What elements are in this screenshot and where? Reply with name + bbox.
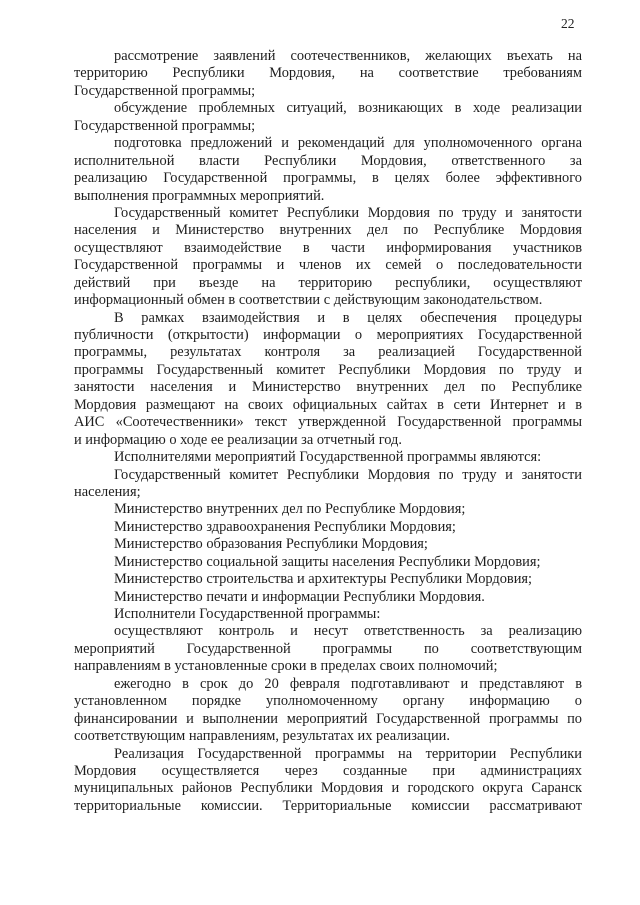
text-line: осуществляют контроль и несут ответственность за реализацию <box>114 623 582 640</box>
text-line: соответствующим направлениям, результатах их реализации. <box>74 728 450 745</box>
text-line: ежегодно в срок до 20 февраля подготавливают и представляют в <box>114 675 582 692</box>
text-line: подготовка предложений и рекомендаций для уполномоченного органа <box>114 135 582 152</box>
text-line: Исполнителями мероприятий Государственной программы являются: <box>114 449 542 466</box>
text-line: обсуждение проблемных ситуаций, возникающих в ходе реализации <box>114 100 582 117</box>
text-line: Министерство строительства и архитектуры Республики Мордовия; <box>114 571 533 588</box>
text-line: программы Государственный комитет Республики Мордовия по труду и <box>74 361 582 378</box>
text-line: публичности (открытости) информации о мероприятиях Государственной <box>74 327 582 343</box>
text-line: Исполнители Государственной программы: <box>114 606 381 622</box>
text-line: Министерство образования Республики Мордовия; <box>114 536 428 553</box>
text-line: осуществляют взаимодействие в части информирования участников <box>74 239 582 256</box>
text-line: Министерство внутренних дел по Республике Мордовия; <box>114 501 466 518</box>
text-line: Министерство социальной защиты населения Республики Мордовия; <box>114 553 541 570</box>
text-line: действий при въезде на территорию республики, осуществляют <box>74 274 582 291</box>
document-body <box>74 48 582 815</box>
text-line: исполнительной власти Республики Мордовия, ответственного за <box>74 152 582 169</box>
text-line: Государственный комитет Республики Мордовия по труду и занятости <box>114 204 582 221</box>
text-line: рассмотрение заявлений соотечественников, желающих въехать на <box>114 48 582 64</box>
text-line: и информацию о ходе ее реализации за отчетный год. <box>74 431 402 448</box>
text-line: Министерство печати и информации Республики Мордовия. <box>114 588 485 605</box>
text-line: направлениям в установленные сроки в пределах своих полномочий; <box>74 658 498 675</box>
text-line: населения и Министерство внутренних дел по Республике Мордовия <box>74 222 582 239</box>
text-line: Мордовия осуществляется через созданные при администрациях <box>74 762 582 779</box>
text-line: установленном порядке уполномоченному органу информацию о <box>74 693 582 710</box>
page-number: 22 <box>561 16 575 31</box>
text-line: занятости населения и Министерство внутренних дел по Республике <box>74 379 582 396</box>
text-line: реализацию Государственной программы, в целях более эффективного <box>74 170 582 187</box>
text-line: программы, результатах контроля за реализацией Государственной <box>74 344 582 361</box>
text-line: информационный обмен в соответствии с действующим законодательством. <box>74 292 543 309</box>
text-line: территориальные комиссии. Территориальные комиссии рассматривают <box>74 797 582 814</box>
text-line: мероприятий Государственной программы по соответствующим <box>74 640 582 657</box>
text-line: Государственный комитет Республики Мордовия по труду и занятости <box>114 466 582 483</box>
text-line: финансировании и выполнении мероприятий Государственной программы по <box>74 710 582 727</box>
text-line: Мордовия размещают на своих официальных сайтах в сети Интернет и в <box>74 396 582 413</box>
text-line: территорию Республики Мордовия, на соответствие требованиям <box>74 65 582 82</box>
text-line: Государственной программы; <box>74 82 256 99</box>
text-line: Реализация Государственной программы на территории Республики <box>114 745 582 762</box>
text-line: Государственной программы и членов их семей о последовательности <box>74 257 582 274</box>
text-line: населения; <box>74 483 141 500</box>
text-line: Государственной программы; <box>74 117 256 134</box>
text-line: муниципальных районов Республики Мордовия и городского округа Саранск <box>74 780 582 797</box>
text-line: выполнения программных мероприятий. <box>74 187 325 204</box>
text-line: Министерство здравоохранения Республики Мордовия; <box>114 518 456 535</box>
text-line: АИС «Соотечественники» текст утвержденной Государственной программы <box>74 414 582 431</box>
text-line: В рамках взаимодействия и в целях обеспечения процедуры <box>114 309 582 326</box>
